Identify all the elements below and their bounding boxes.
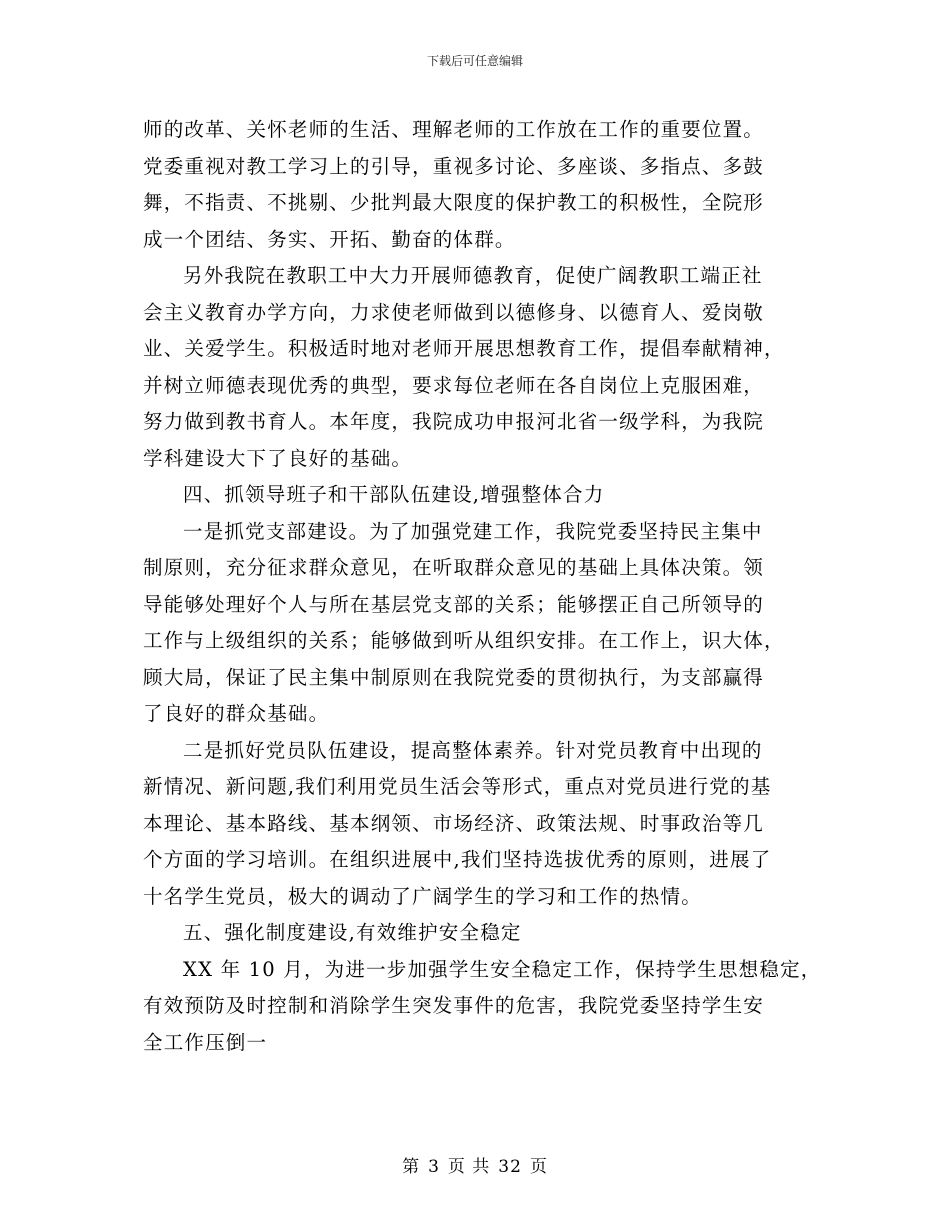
- footer-prefix: 第: [402, 1157, 421, 1177]
- text-line: 业、关爱学生。积极适时地对老师开展思想教育工作，提倡奉献精神，: [143, 337, 785, 360]
- page-header: 下载后可任意编辑: [426, 54, 523, 68]
- text-line: 全工作压倒一: [143, 1030, 268, 1054]
- text-line: 舞，不指责、不挑剔、少批判最大限度的保护教工的积极性，全院形: [143, 191, 765, 214]
- text-line: 学科建设大下了良好的基础。: [143, 446, 413, 470]
- text-line: 有效预防及时控制和消除学生突发事件的危害，我院党委坚持学生安: [143, 994, 765, 1017]
- text-line: 个方面的学习培训。在组织进展中,我们坚持选拔优秀的原则，进展了: [143, 848, 772, 871]
- text-line: 工作与上级组织的关系；能够做到听从组织安排。在工作上，识大体，: [143, 629, 785, 652]
- current-page-number: 3: [428, 1157, 440, 1177]
- text-line: 会主义教育办学方向，力求使老师做到以德修身、以德育人、爱岗敬: [143, 300, 765, 324]
- footer-suffix: 页: [529, 1157, 548, 1177]
- page-footer: [0, 1152, 950, 1177]
- paragraph-start-line: 另外我院在教职工中大力开展师德教育，促使广阔教职工端正社: [183, 264, 763, 287]
- section-heading: 五、强化制度建设,有效维护安全稳定: [183, 921, 522, 944]
- text-line: 十名学生党员，极大的调动了广阔学生的学习和工作的热情。: [143, 884, 702, 908]
- paragraph-start-line: 一是抓党支部建设。为了加强党建工作，我院党委坚持民主集中: [183, 519, 763, 543]
- text-line: 师的改革、关怀老师的生活、理解老师的工作放在工作的重要位置。: [143, 118, 765, 141]
- text-line: 党委重视对教工学习上的引导，重视多讨论、多座谈、多指点、多鼓: [143, 154, 765, 178]
- paragraph-start-line: XX 年 10 月，为进一步加强学生安全稳定工作，保持学生思想稳定，: [183, 957, 822, 981]
- text-line: 顾大局，保证了民主集中制原则在我院党委的贯彻执行，为支部赢得: [143, 665, 765, 689]
- total-page-count: 32: [498, 1157, 522, 1177]
- document-body: [143, 112, 833, 1061]
- paragraph-start-line: 二是抓好党员队伍建设，提高整体素养。针对党员教育中出现的: [183, 738, 763, 762]
- text-line: 了良好的群众基础。: [143, 702, 330, 725]
- text-line: 并树立师德表现优秀的典型，要求每位老师在各自岗位上克服困难，: [143, 373, 765, 397]
- text-line: 新情况、新问题,我们利用党员生活会等形式，重点对党员进行党的基: [143, 775, 772, 798]
- text-line: 本理论、基本路线、基本纲领、市场经济、政策法规、时事政治等几: [143, 811, 765, 835]
- section-heading: 四、抓领导班子和干部队伍建设,增强整体合力: [183, 483, 605, 506]
- text-line: 导能够处理好个人与所在基层党支部的关系；能够摆正自己所领导的: [143, 592, 765, 616]
- footer-middle: 页 共: [447, 1157, 491, 1177]
- text-line: 努力做到教书育人。本年度，我院成功申报河北省一级学科，为我院: [143, 410, 765, 433]
- text-line: 成一个团结、务实、开拓、勤奋的体群。: [143, 227, 516, 251]
- text-line: 制原则，充分征求群众意见，在听取群众意见的基础上具体决策。领: [143, 556, 765, 579]
